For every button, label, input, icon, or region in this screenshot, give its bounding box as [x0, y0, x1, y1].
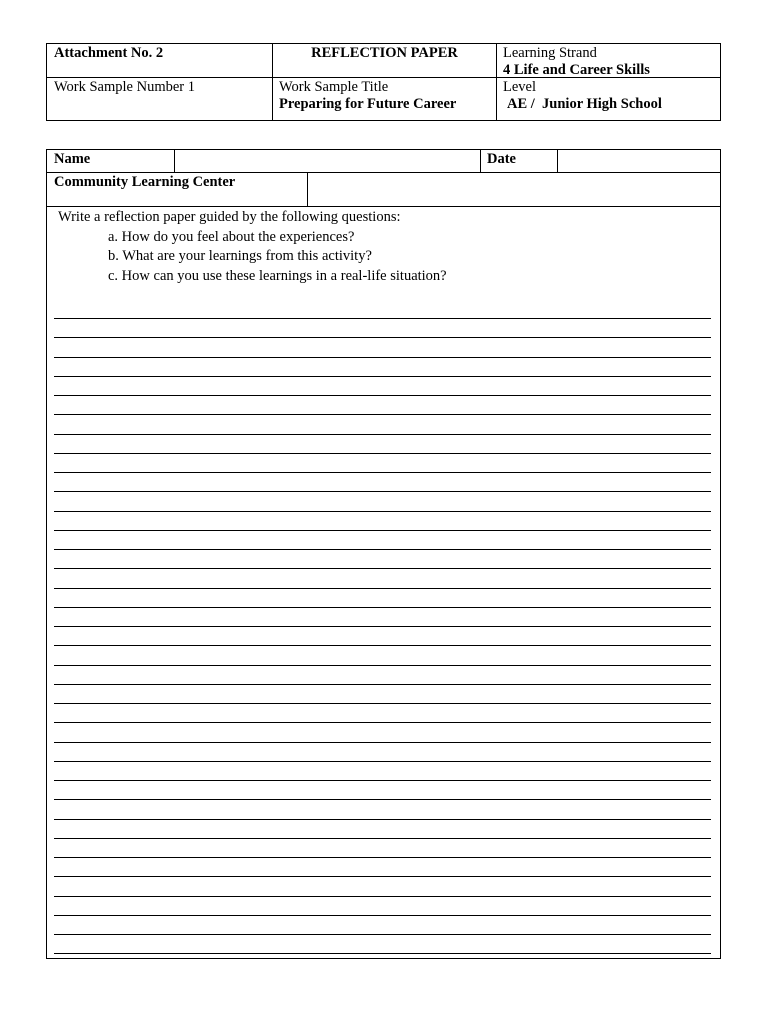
document-header-table: [46, 43, 721, 121]
answer-line: [54, 838, 711, 839]
answer-line: [54, 607, 711, 608]
answer-line: [54, 742, 711, 743]
answer-line: [54, 876, 711, 877]
answer-line: [54, 530, 711, 531]
answer-area[interactable]: [47, 308, 720, 958]
name-label: Name: [54, 151, 91, 167]
answer-line: [54, 549, 711, 550]
attachment-label: Attachment No. 2: [54, 45, 164, 61]
answer-line: [54, 934, 711, 935]
work-sample-number: Work Sample Number 1: [54, 79, 195, 95]
answer-line: [54, 357, 711, 358]
answer-line: [54, 915, 711, 916]
level-value: AE / Junior High School: [507, 96, 662, 112]
name-field[interactable]: [175, 150, 480, 172]
answer-line: [54, 453, 711, 454]
answer-line: [54, 722, 711, 723]
answer-line: [54, 318, 711, 319]
work-sample-title-label: Work Sample Title: [279, 79, 389, 95]
answer-line: [54, 491, 711, 492]
answer-line: [54, 472, 711, 473]
date-field[interactable]: [558, 150, 720, 172]
answer-line: [54, 511, 711, 512]
form-row-divider: [47, 206, 720, 207]
answer-line: [54, 761, 711, 762]
answer-line: [54, 896, 711, 897]
work-sample-title-value: Preparing for Future Career: [279, 96, 457, 112]
answer-line: [54, 857, 711, 858]
answer-line: [54, 395, 711, 396]
question-item: c. How can you use these learnings in a real-life situation?: [108, 267, 447, 284]
header-divider: [496, 44, 497, 120]
learning-strand-label: Learning Strand: [503, 45, 597, 61]
answer-line: [54, 645, 711, 646]
question-item: b. What are your learnings from this activity?: [108, 248, 372, 264]
answer-line: [54, 376, 711, 377]
answer-line: [54, 588, 711, 589]
answer-line: [54, 665, 711, 666]
answer-line: [54, 626, 711, 627]
answer-line: [54, 684, 711, 685]
date-label: Date: [487, 151, 516, 167]
clc-label: Community Learning Center: [54, 174, 236, 190]
answer-line: [54, 414, 711, 415]
answer-line: [54, 819, 711, 820]
level-label: Level: [503, 79, 537, 95]
answer-line: [54, 953, 711, 954]
form-cell-divider: [480, 150, 481, 172]
document-title: REFLECTION PAPER: [311, 45, 458, 61]
answer-line: [54, 337, 711, 338]
answer-line: [54, 780, 711, 781]
learning-strand-value: 4 Life and Career Skills: [503, 62, 650, 78]
reflection-form: [46, 149, 721, 959]
answer-line: [54, 568, 711, 569]
instruction-text: Write a reflection paper guided by the following questions:: [58, 209, 401, 225]
answer-line: [54, 703, 711, 704]
instructions: [58, 208, 447, 286]
clc-field[interactable]: [308, 173, 720, 206]
answer-line: [54, 434, 711, 435]
answer-line: [54, 799, 711, 800]
question-item: a. How do you feel about the experiences?: [108, 228, 355, 245]
